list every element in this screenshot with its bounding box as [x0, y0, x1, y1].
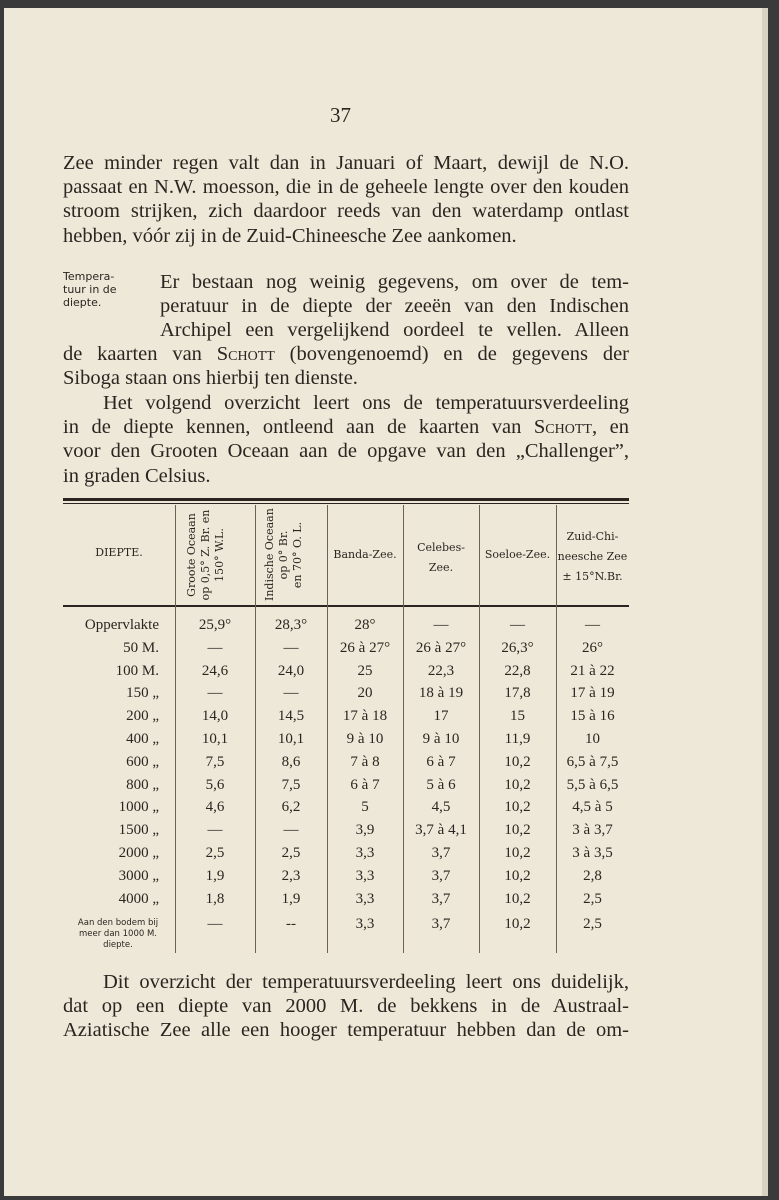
table-cell: 28° [354, 617, 376, 633]
table-cell: 5,5 à 6,5 [566, 776, 619, 793]
table-cell: 5 à 6 [426, 776, 456, 793]
table-cell: 8,6 [281, 753, 301, 770]
header-line: neesche Zee [557, 550, 628, 563]
table-cell: — [207, 685, 223, 702]
table-cell: 1000 „ [118, 799, 159, 816]
bottom-row-label [63, 918, 173, 951]
table-cell: Oppervlakte [84, 617, 159, 633]
header-banda-zee: Banda-Zee. [333, 548, 397, 561]
table-cell: 7 à 8 [350, 753, 380, 770]
text-line: Zee minder regen valt dan in Januari of Maart, dewijl de N.O. [63, 152, 629, 174]
table-cell: 24,6 [201, 662, 229, 679]
table-cell: 25 [357, 662, 373, 679]
header-soeloe-zee: Soeloe-Zee. [484, 548, 551, 561]
table-cell: 5,6 [205, 776, 225, 793]
table-cell: — [510, 617, 525, 633]
paragraph-3 [63, 391, 629, 488]
table-cell: — [433, 617, 449, 633]
header-zuid-chineesche-zee [556, 527, 629, 587]
table-cell: 26 à 27° [415, 639, 467, 656]
table-cell: 15 [510, 708, 525, 725]
table-cell: 6,5 à 7,5 [566, 753, 619, 770]
table-cell: 17 [433, 708, 449, 725]
margin-note [63, 270, 143, 309]
table-cell: 3000 „ [118, 867, 159, 884]
table-cell: 7,5 [205, 753, 225, 770]
text-line: hebben, vóór zij in de Zuid-Chineesche Zee aankomen. [63, 224, 517, 247]
table-cell: 14,5 [277, 708, 305, 725]
table-cell: 200 „ [126, 708, 159, 725]
table-cell: — [283, 822, 299, 839]
margin-note-line: diepte. [63, 296, 102, 309]
table-cell: 15 à 16 [570, 708, 615, 725]
table-cell: — [207, 916, 223, 933]
table-cell: 21 à 22 [570, 662, 615, 679]
table-cell: 26° [582, 639, 603, 656]
table-cell: 18 à 19 [418, 685, 464, 702]
table-cell: 14,0 [201, 708, 229, 725]
table-cell: 600 „ [126, 753, 159, 770]
table-cell: 4,6 [205, 799, 225, 816]
table-cell: 6,2 [281, 799, 301, 816]
table-cell: 10,2 [504, 867, 531, 884]
table-cell: — [207, 822, 223, 839]
table-cell: 10,2 [504, 845, 531, 861]
table-cell: 10,2 [504, 799, 531, 816]
table-cell: 11,9 [504, 731, 531, 747]
text-line: stroom strijken, zich daardoor reeds van den waterdamp ontlast [63, 200, 629, 223]
table-cell: 3,3 [355, 890, 375, 907]
text-line: passaat en N.W. moesson, die in de geheele lengte over den kouden [63, 176, 629, 199]
text-line: Er bestaan nog weinig gegevens, om over de tem- [160, 271, 629, 293]
table-cell: 10,2 [504, 776, 531, 793]
table-cell: 5 [361, 799, 369, 816]
table-cell: 1,9 [281, 890, 301, 907]
header-line: Zuid-Chi- [566, 530, 619, 543]
table-cell: 3,9 [355, 822, 375, 839]
table-cell: 2000 „ [118, 845, 159, 861]
table-cell: 10,1 [201, 731, 229, 747]
table-cell: 2,8 [583, 867, 602, 884]
table-cell: 26,3° [501, 639, 534, 656]
table-cell: 4,5 [431, 799, 451, 816]
table-cell: 17 à 19 [570, 685, 615, 702]
table-cell: 1500 „ [118, 822, 159, 839]
table-cell: 3,7 [431, 845, 451, 861]
margin-note-line: Tempera- [63, 270, 115, 283]
table-cell: 3,3 [355, 867, 375, 884]
header-line: 150° W.L. [213, 528, 226, 582]
label-line: meer dan 1000 M. [79, 929, 157, 939]
text-line: Het volgend overzicht leert ons de temperatuursverdeeling [103, 392, 629, 414]
text-line: peratuur in de diepte der zeeën van den Indischen [160, 295, 629, 318]
book-page [4, 8, 768, 1196]
table-cell: 3,7 [431, 867, 451, 884]
table-cell: 2,5 [583, 916, 602, 933]
table-cell: 3 à 3,7 [572, 822, 613, 839]
table-cell: — [283, 639, 299, 656]
header-line: op 0,5° Z. Br. en [199, 509, 212, 601]
header-indische-oceaan [263, 509, 305, 601]
table-cell: 50 M. [123, 639, 159, 656]
table-cell: — [207, 639, 223, 656]
table-cell: 9 à 10 [422, 731, 460, 747]
table-cell: 3,7 [431, 890, 451, 907]
table-cell: -- [286, 916, 296, 933]
table-cell: 150 „ [126, 685, 159, 702]
table-cell: 1,8 [205, 890, 225, 907]
table-cell: 4,5 à 5 [572, 799, 613, 816]
table-cell: 100 M. [115, 662, 159, 679]
table-cell: 3,7 [431, 916, 451, 933]
table-cell: 9 à 10 [346, 731, 384, 747]
table-cell: 22,3 [427, 662, 455, 679]
table-cell: 10,2 [504, 890, 531, 907]
text-line: in graden Celsius. [63, 464, 211, 487]
table-cell: 2,5 [583, 890, 602, 907]
table-cell: 25,9° [198, 617, 232, 633]
table-cell: 2,5 [281, 845, 301, 861]
table-cell: 26 à 27° [339, 639, 391, 656]
table-cell: 10,2 [504, 753, 531, 770]
table-cell: 3 à 3,5 [572, 845, 613, 861]
paragraph-2 [63, 342, 629, 390]
margin-note-line: tuur in de [63, 283, 117, 296]
header-line: Groote Oceaan [185, 513, 198, 597]
header-line: op 0° Br. [277, 530, 290, 580]
table-cell: 3,3 [355, 916, 375, 933]
table-cell: 6 à 7 [426, 753, 456, 770]
table-cell: 17,8 [504, 685, 531, 702]
text-line: Dit overzicht der temperatuursverdeeling leert ons duidelijk, [103, 971, 629, 993]
table-cell: 7,5 [281, 776, 301, 793]
table-cell: 2,5 [205, 845, 225, 861]
table-cell: 400 „ [126, 731, 159, 747]
table-cell: 10,1 [277, 731, 305, 747]
table-header-rule [63, 605, 629, 607]
table-top-rule [63, 498, 629, 501]
text-line: de kaarten van Schott (bovengenoemd) en de gegevens der [63, 343, 629, 365]
table-cell: 3,3 [355, 845, 375, 861]
text-line: Aziatische Zee alle een hooger temperatuur hebben dan de om- [63, 1019, 629, 1042]
table-cell: 10 [585, 731, 600, 747]
header-line: Celebes- [417, 541, 465, 554]
table-cell: 24,0 [277, 662, 305, 679]
header-celebes-zee [403, 538, 479, 578]
text-line: voor den Grooten Oceaan aan de opgave van den „Challenger”, [63, 440, 629, 463]
header-groote-oceaan [185, 509, 227, 601]
label-line: diepte. [103, 940, 133, 950]
table-cell: 800 „ [126, 776, 159, 793]
table-cell: 17 à 18 [342, 708, 388, 725]
table-top-rule-thin [63, 503, 629, 504]
table-cell: 20 [357, 685, 373, 702]
label-line: Aan den bodem bij [77, 918, 159, 928]
table-cell: 22,8 [504, 662, 531, 679]
text-line: in de diepte kennen, ontleend aan de kaarten van Schott, en [63, 416, 629, 439]
table-cell: 10,2 [504, 822, 531, 839]
paragraph-4 [63, 970, 629, 1043]
paragraph-1 [63, 151, 629, 248]
table-cell: 1,9 [205, 867, 225, 884]
paragraph-2-indented [160, 270, 629, 343]
table-cell: 2,3 [281, 867, 301, 884]
text-line: Siboga staan ons hierbij ten dienste. [63, 367, 358, 390]
table-cell: 3,7 à 4,1 [415, 822, 467, 839]
header-line: Indische Oceaan [263, 508, 276, 601]
text-line: dat op een diepte van 2000 M. de bekkens in de Austraal- [63, 995, 629, 1018]
table-cell: — [283, 685, 299, 702]
text-line: Archipel een vergelijkend oordeel te vellen. Alleen [160, 319, 629, 342]
table-cell: 10,2 [504, 916, 531, 933]
page-number: 37 [330, 103, 351, 127]
table-cell: — [585, 617, 600, 633]
header-diepte: DIEPTE. [95, 546, 143, 559]
table-cell: 28,3° [274, 617, 308, 633]
table-cell: 6 à 7 [350, 776, 380, 793]
header-line: ± 15°N.Br. [562, 570, 623, 583]
header-line: Zee. [428, 561, 454, 574]
table-cell: 4000 „ [118, 890, 159, 907]
header-line: en 70° O. L. [291, 521, 304, 589]
